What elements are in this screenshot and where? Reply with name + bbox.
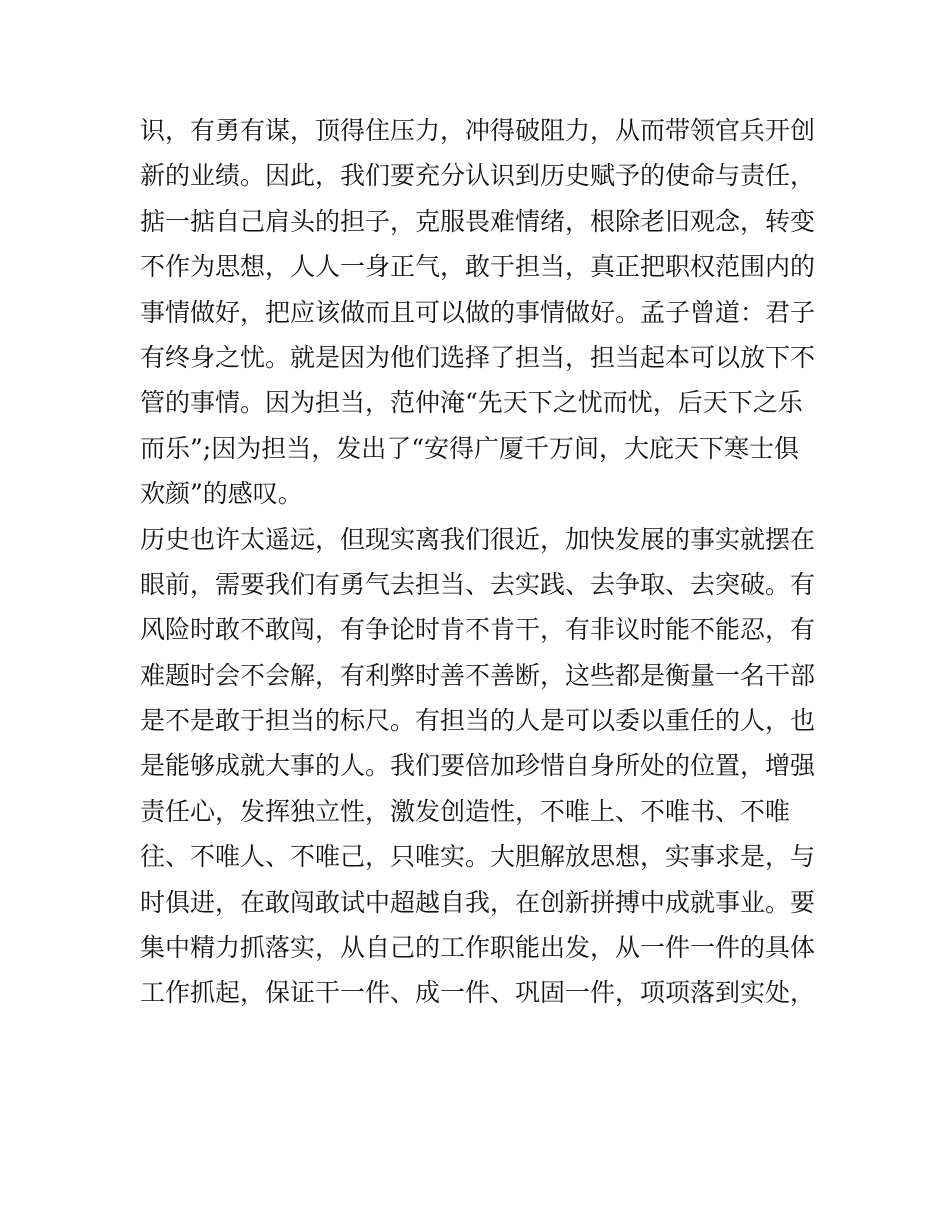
text-line: 是能够成就大事的人。我们要倍加珍惜自身所处的位置，增强	[140, 751, 816, 781]
text-line: 新的业绩。因此，我们要充分认识到历史赋予的使命与责任，	[140, 161, 816, 191]
text-line: 责任心，发挥独立性，激发创造性，不唯上、不唯书、不唯	[140, 796, 791, 826]
text-line: 事情做好，把应该做而且可以做的事情做好。孟子曾道：君子	[140, 297, 816, 327]
text-line: 掂一掂自己肩头的担子，克服畏难情绪，根除老旧观念，转变	[140, 206, 816, 236]
text-line: 而乐”;因为担当，发出了“安得广厦千万间，大庇天下寒士俱	[140, 433, 799, 463]
text-line: 眼前，需要我们有勇气去担当、去实践、去争取、去突破。有	[140, 569, 816, 599]
text-line: 时俱进，在敢闯敢试中超越自我，在创新拼搏中成就事业。要	[140, 887, 816, 917]
text-line: 欢颜”的感叹。	[140, 479, 303, 509]
text-line: 不作为思想，人人一身正气，敢于担当，真正把职权范围内的	[140, 252, 816, 282]
text-line: 识，有勇有谋，顶得住压力，冲得破阻力，从而带领官兵开创	[140, 116, 816, 145]
text-line: 是不是敢于担当的标尺。有担当的人是可以委以重任的人，也	[140, 706, 816, 736]
text-line: 难题时会不会解，有利弊时善不善断，这些都是衡量一名干部	[140, 660, 816, 690]
text-line: 历史也许太遥远，但现实离我们很近，加快发展的事实就摆在	[140, 524, 816, 554]
text-line: 有终身之忧。就是因为他们选择了担当，担当起本可以放下不	[140, 342, 816, 372]
text-line: 工作抓起，保证干一件、成一件、巩固一件，项项落到实处，	[140, 978, 816, 1008]
text-line: 管的事情。因为担当，范仲淹“先天下之忧而忧，后天下之乐	[140, 388, 803, 418]
body-text	[140, 108, 830, 1016]
text-line: 风险时敢不敢闯，有争论时肯不肯干，有非议时能不能忍，有	[140, 615, 816, 645]
text-line: 集中精力抓落实，从自己的工作职能出发，从一件一件的具体	[140, 933, 816, 963]
text-line: 往、不唯人、不唯己，只唯实。大胆解放思想，实事求是，与	[140, 842, 816, 872]
